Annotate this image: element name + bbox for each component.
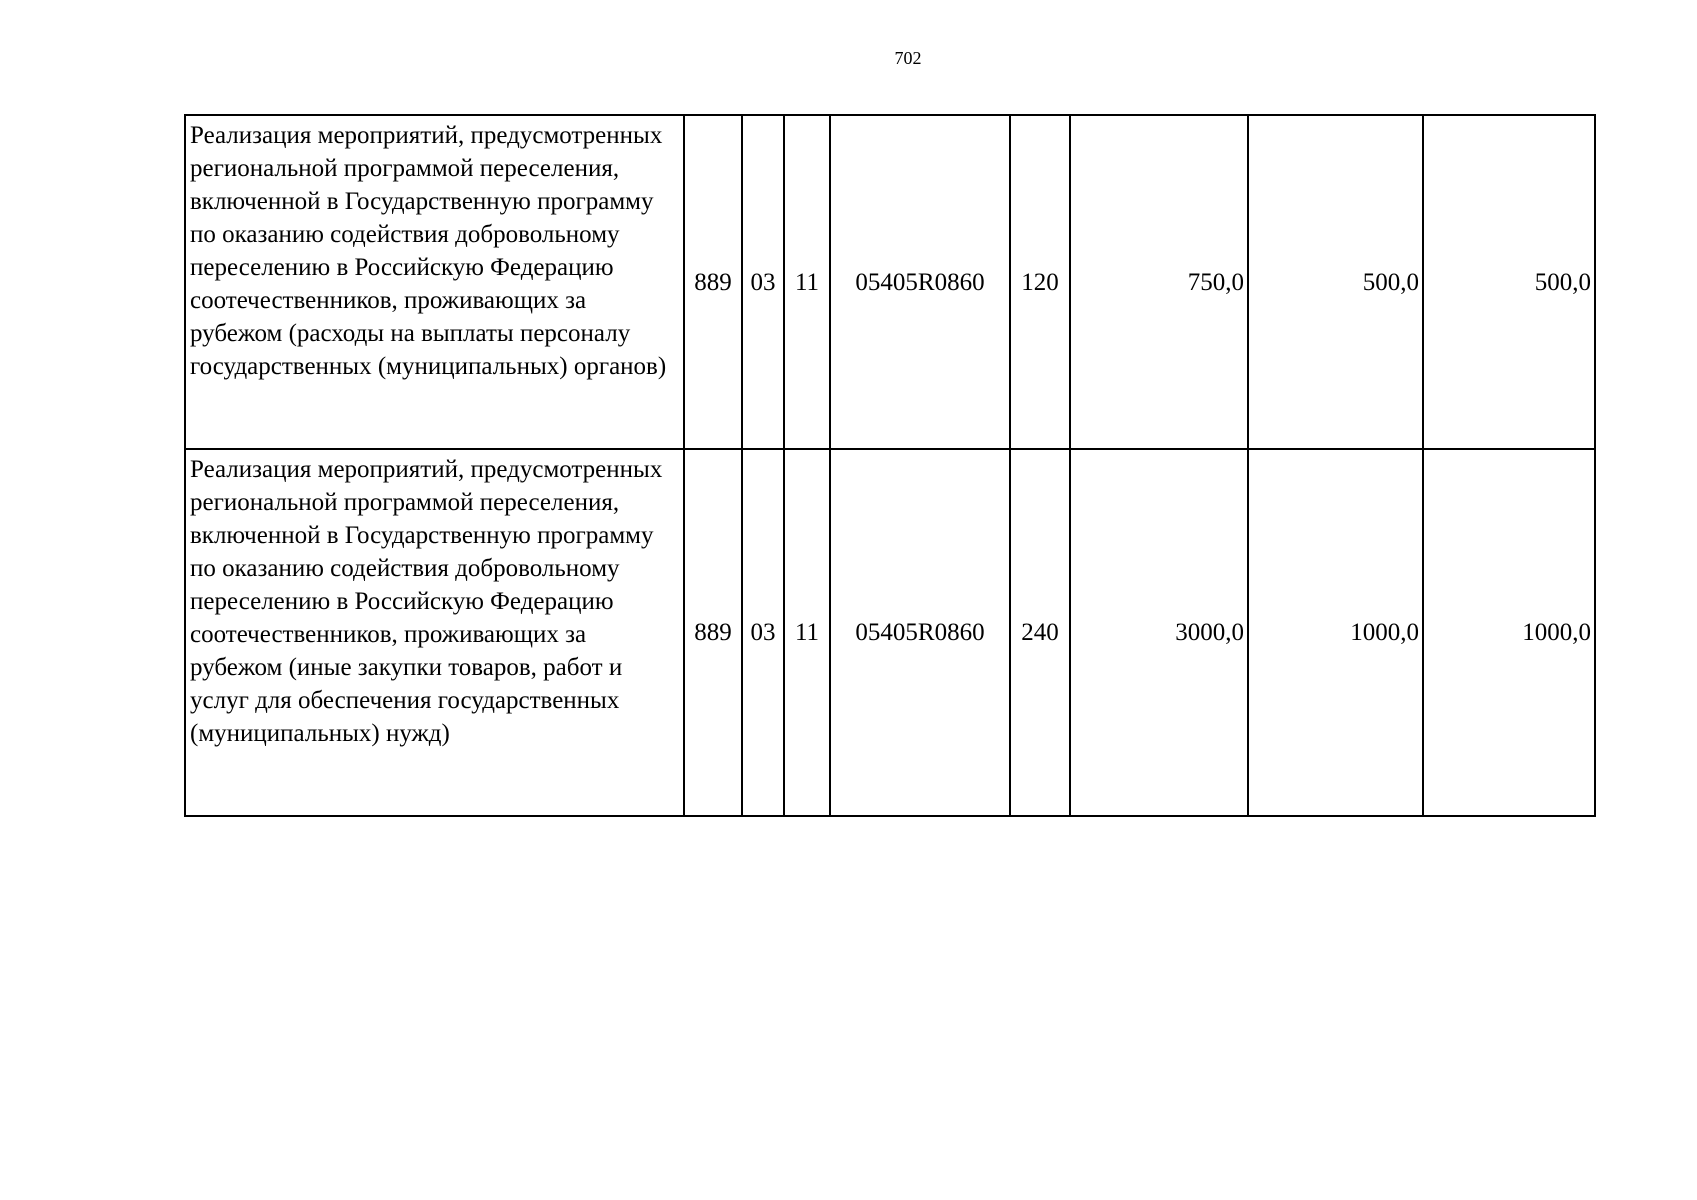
target-article-code: 05405R0860: [830, 115, 1010, 449]
table-row: [185, 449, 1595, 816]
section-code: 03: [742, 115, 784, 449]
ministry-code: 889: [684, 115, 742, 449]
subsection-code: 11: [784, 449, 830, 816]
subsection-code: 11: [784, 115, 830, 449]
amount-1: 3000,0: [1070, 449, 1248, 816]
expense-type-code: 120: [1010, 115, 1070, 449]
section-code: 03: [742, 449, 784, 816]
table-row: [185, 115, 1595, 449]
amount-2: 500,0: [1248, 115, 1423, 449]
amount-2: 1000,0: [1248, 449, 1423, 816]
page-number: 702: [894, 48, 922, 68]
row-description: Реализация мероприятий, предусмотренных региональной программой переселения, включенной в Государственную программу по оказанию содействия добровольному переселению в Российскую Федерацию соотечественников, проживающих за рубежом (иные закупки товаров, работ и услуг для обеспечения государственных (муниципальных) нужд): [185, 449, 684, 816]
row-description: Реализация мероприятий, предусмотренных региональной программой переселения, включенной в Государственную программу по оказанию содействия добровольному переселению в Российскую Федерацию соотечественников, проживающих за рубежом (расходы на выплаты персоналу государственных (муниципальных) органов): [185, 115, 684, 449]
budget-table: [184, 114, 1596, 817]
ministry-code: 889: [684, 449, 742, 816]
amount-3: 500,0: [1423, 115, 1595, 449]
expense-type-code: 240: [1010, 449, 1070, 816]
amount-3: 1000,0: [1423, 449, 1595, 816]
target-article-code: 05405R0860: [830, 449, 1010, 816]
amount-1: 750,0: [1070, 115, 1248, 449]
